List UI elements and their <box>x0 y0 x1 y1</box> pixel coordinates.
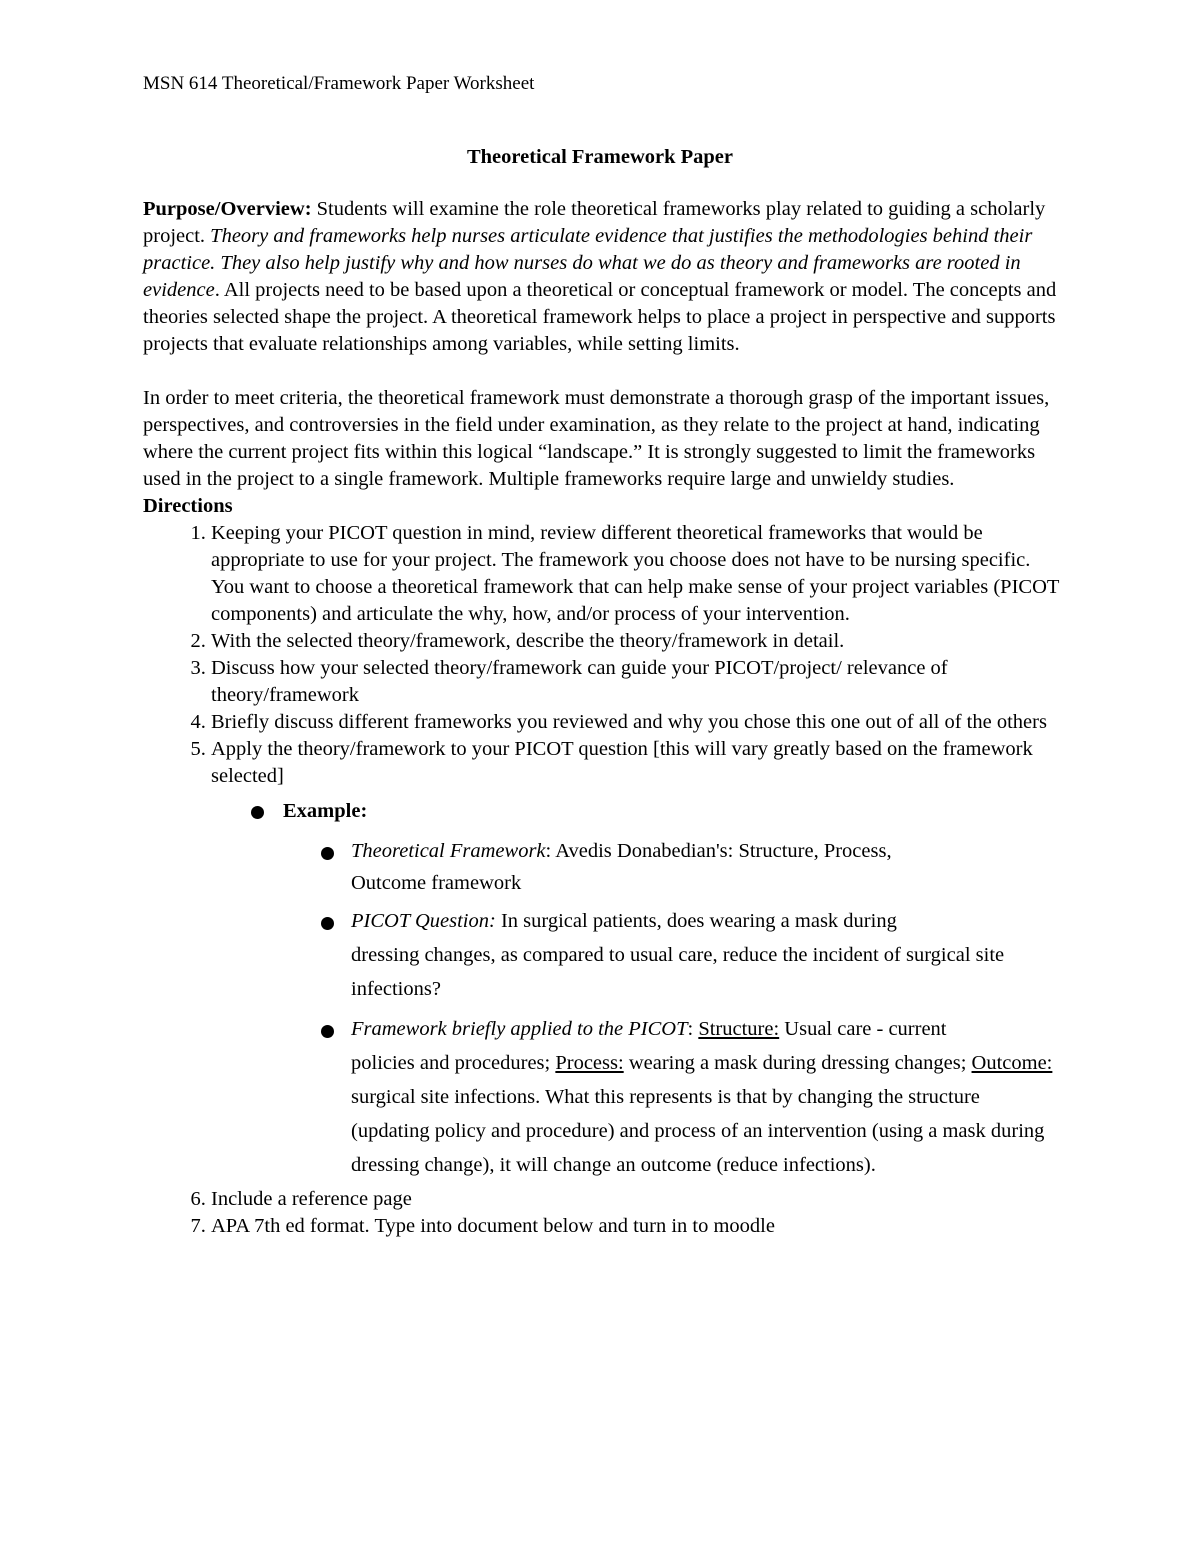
picot-text-1: In surgical patients, does wearing a mask during <box>495 910 897 932</box>
purpose-dot-1: . <box>210 252 221 274</box>
structure-text-2: policies and procedures; <box>351 1052 556 1074</box>
step-item-3 <box>211 655 1063 709</box>
framework-line <box>351 834 1063 868</box>
step-text: Include a reference page <box>211 1188 412 1210</box>
process-text: wearing a mask during dressing changes; <box>623 1052 972 1074</box>
purpose-dot-2: . <box>214 279 220 301</box>
step-item-6 <box>211 1186 1063 1213</box>
picot-text-2: dressing changes, as compared to usual care, reduce the incident of surgical site infections? <box>351 944 1005 1000</box>
step-item-7 <box>211 1213 1063 1240</box>
outcome-label: Outcome: <box>971 1052 1053 1074</box>
applied-rest <box>351 1046 1063 1182</box>
process-label: Process: <box>555 1052 624 1074</box>
applied-colon: : <box>687 1018 699 1040</box>
bullet-icon <box>251 806 264 819</box>
applied-line <box>351 1012 1063 1046</box>
bullet-icon <box>321 917 334 930</box>
step-item-2 <box>211 628 1063 655</box>
directions-list <box>143 520 1063 1240</box>
example-framework-item <box>321 834 1063 898</box>
purpose-label: Purpose/Overview: <box>143 198 312 220</box>
structure-text-1: Usual care - current <box>779 1018 947 1040</box>
document-body <box>143 196 1063 1240</box>
example-item <box>251 794 1063 1182</box>
step-item-5 <box>211 736 1063 1182</box>
step-text: Discuss how your selected theory/framework can guide your PICOT/project/ relevance of theory/framework <box>211 657 948 706</box>
picot-line <box>351 904 1063 938</box>
step-text: APA 7th ed format. Type into document below and turn in to moodle <box>211 1215 775 1237</box>
step-text: Briefly discuss different frameworks you reviewed and why you chose this one out of all of the others <box>211 711 1047 733</box>
criteria-paragraph: In order to meet criteria, the theoretical framework must demonstrate a thorough grasp of the important issues, perspectives, and controversies in the field under examination, as they relate to the project at hand, indicating where the current project fits within this logical “landscape.” It is strongly suggested to limit the frameworks used in the project to a single framework. Multiple frameworks require large and unwieldy studies. <box>143 387 1050 490</box>
purpose-italic-1: Theory and frameworks help nurses articulate evidence that justifies the methodologies behind their practice <box>143 225 1033 274</box>
example-picot-item <box>321 904 1063 1006</box>
bullet-icon <box>321 847 334 860</box>
framework-label: Theoretical Framework <box>351 840 546 862</box>
page-header: MSN 614 Theoretical/Framework Paper Worksheet <box>143 73 535 94</box>
applied-label: Framework briefly applied to the PICOT <box>351 1018 688 1040</box>
step-text: Keeping your PICOT question in mind, review different theoretical frameworks that would be appropriate to use for your project. The framework you choose does not have to be nursing specific. You want to choose a theoretical framework that can help make sense of your project variables (PICOT components) and articulate the why, how, and/or process of your intervention. <box>211 522 1060 625</box>
framework-text-2: Outcome framework <box>351 872 522 894</box>
framework-text-1: : Avedis Donabedian's: Structure, Process, <box>545 840 892 862</box>
purpose-text-1: Students will examine the role theoretical frameworks play related to guiding a scholarly project. <box>143 198 1046 247</box>
document-title: Theoretical Framework Paper <box>466 146 734 168</box>
purpose-italic-2: They also help justify why and how nurses do what we do as theory and frameworks are rooted in evidence <box>143 252 1021 301</box>
step-item-1 <box>211 520 1063 628</box>
example-list <box>211 794 1063 1182</box>
step-text: Apply the theory/framework to your PICOT question [this will vary greatly based on the framework selected] <box>211 738 1033 787</box>
example-label: Example: <box>283 800 368 822</box>
example-sublist <box>283 834 1063 1182</box>
structure-label: Structure: <box>698 1018 780 1040</box>
directions-heading: Directions <box>143 495 233 517</box>
purpose-text-2: All projects need to be based upon a theoretical or conceptual framework or model. The concepts and theories selected shape the project. A theoretical framework helps to place a project in perspective and supports projects that evaluate relationships among variables, while setting limits. <box>143 279 1057 355</box>
example-applied-item <box>321 1012 1063 1182</box>
step-item-4 <box>211 709 1063 736</box>
purpose-paragraph <box>143 196 1063 358</box>
step-text: With the selected theory/framework, describe the theory/framework in detail. <box>211 630 845 652</box>
outcome-text: surgical site infections. What this represents is that by changing the structure (updating policy and procedure) and process of an intervention (using a mask during dressing change), it will change an outcome (reduce infections). <box>351 1086 1045 1176</box>
bullet-icon <box>321 1025 334 1038</box>
picot-label: PICOT Question: <box>351 910 496 932</box>
